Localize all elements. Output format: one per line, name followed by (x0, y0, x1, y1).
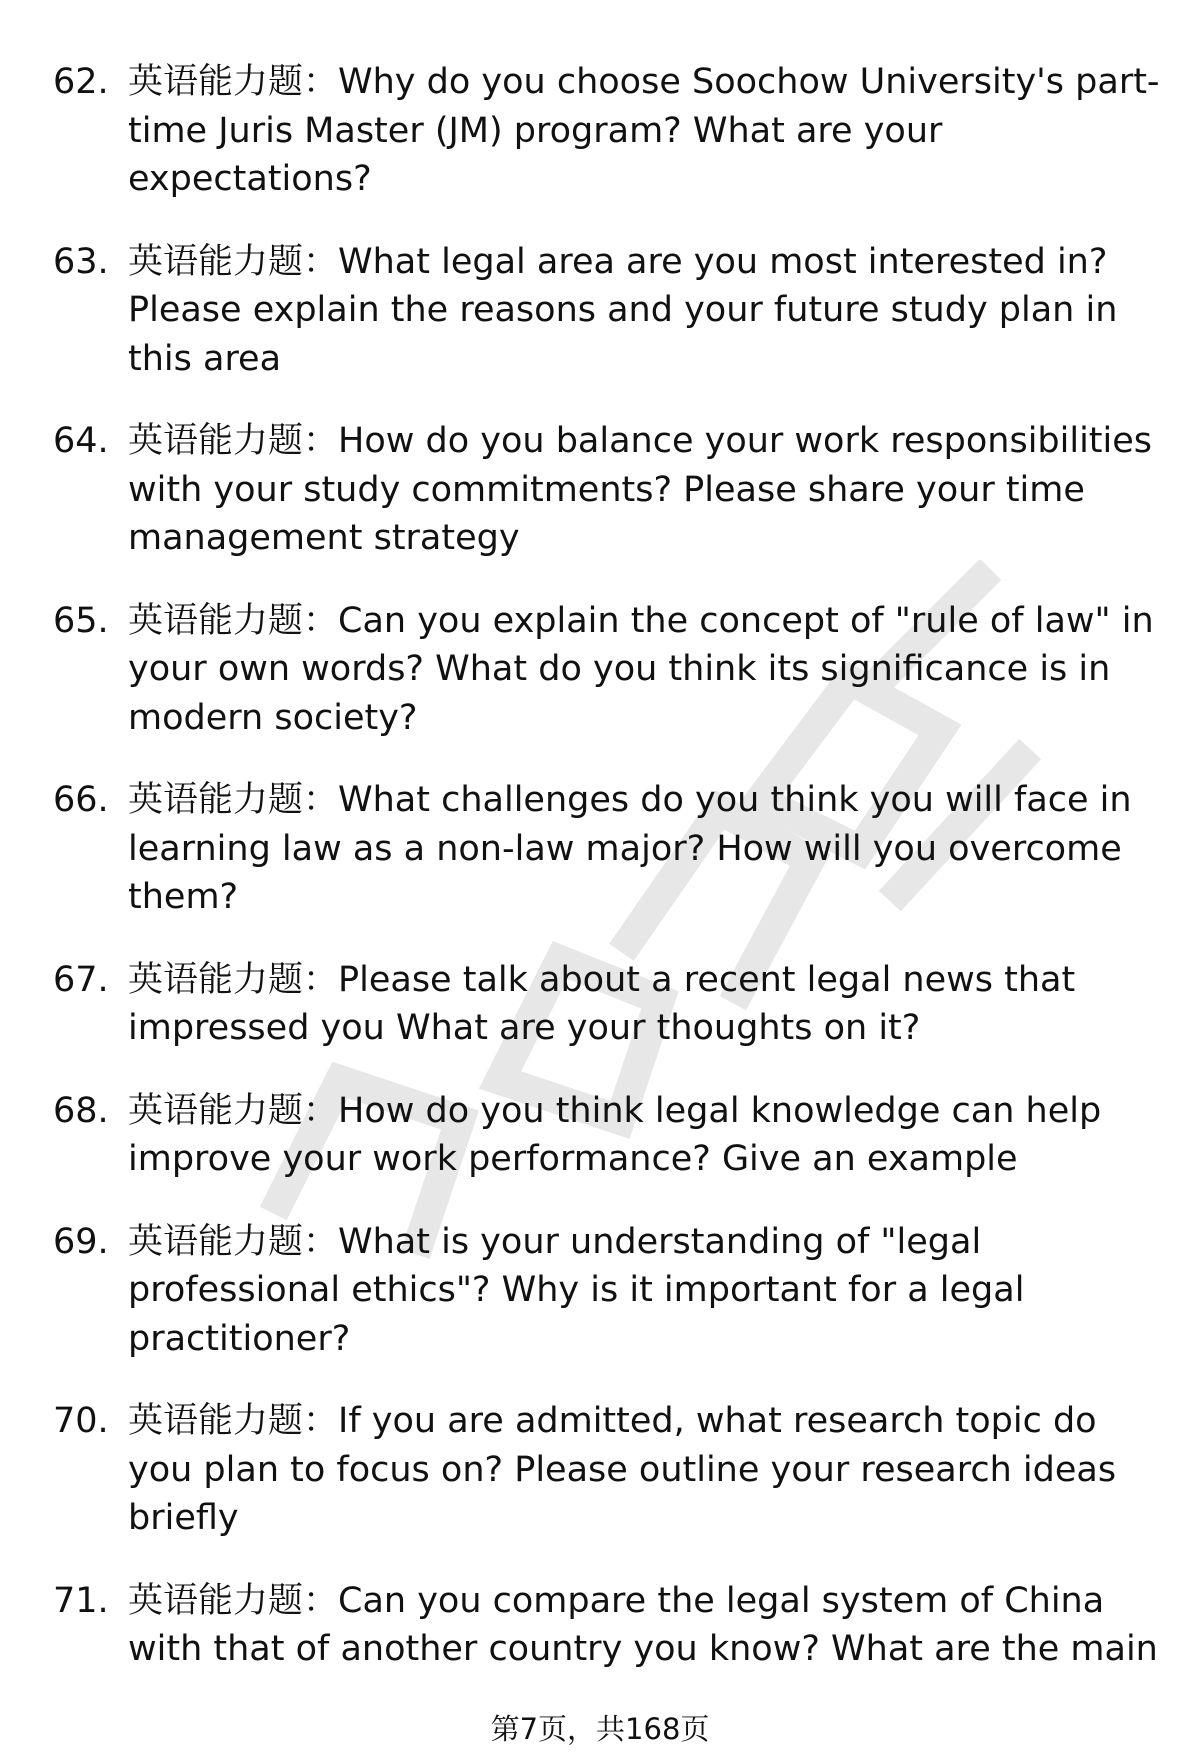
question-item (0, 1397, 1200, 1543)
question-number: 63. (53, 241, 109, 282)
question-list (0, 58, 1200, 1708)
question-text: If you are admitted, what research topic do you plan to focus on? Please outline your research ideas briefly (128, 1401, 1117, 1538)
question-text: How do you balance your work responsibilities with your study commitments? Please share your time management strategy (128, 421, 1153, 558)
question-number: 67. (53, 959, 109, 1000)
question-text: What is your understanding of "legal professional ethics"? Why is it important for a legal practitioner? (128, 1221, 1025, 1359)
question-number: 71. (53, 1580, 109, 1621)
question-number: 64. (53, 421, 109, 461)
question-item (0, 58, 1200, 204)
question-tag: 英语能力题： (128, 1401, 339, 1441)
question-text: What legal area are you most interested in? Please explain the reasons and your future study plan in this area (128, 241, 1118, 379)
page-number-label: 第7页，共168页 (490, 1712, 710, 1746)
question-item (0, 956, 1200, 1053)
question-tag: 英语能力题： (128, 780, 339, 820)
question-text: Can you compare the legal system of China with that of another country you know? What are the main (128, 1580, 1158, 1669)
question-tag: 英语能力题： (128, 62, 339, 102)
question-tag: 英语能力题： (128, 1580, 339, 1621)
question-text: How do you think legal knowledge can help improve your work performance? Give an example (128, 1090, 1102, 1179)
question-tag: 英语能力题： (128, 421, 339, 461)
question-number: 65. (53, 600, 109, 641)
page-footer (0, 1712, 1200, 1746)
question-number: 69. (53, 1221, 109, 1262)
question-item (0, 776, 1200, 922)
question-tag: 英语能力题： (128, 959, 339, 1000)
question-text: Please talk about a recent legal news that impressed you What are your thoughts on it? (128, 959, 1076, 1048)
question-item (0, 417, 1200, 563)
question-number: 70. (53, 1401, 109, 1441)
question-number: 66. (53, 780, 109, 820)
question-tag: 英语能力题： (128, 600, 339, 641)
question-item (0, 1577, 1200, 1674)
question-item (0, 1218, 1200, 1364)
question-tag: 英语能力题： (128, 241, 339, 282)
question-text: Can you explain the concept of "rule of law" in your own words? What do you think its significance is in modern society? (128, 600, 1154, 738)
question-number: 62. (53, 62, 109, 102)
question-number: 68. (53, 1090, 109, 1131)
question-item (0, 1087, 1200, 1184)
question-text: What challenges do you think you will face in learning law as a non-law major? How will you overcome them? (128, 780, 1132, 917)
question-text: Why do you choose Soochow University's part-time Juris Master (JM) program? What are your expectations? (128, 62, 1160, 199)
question-item (0, 238, 1200, 384)
question-tag: 英语能力题： (128, 1090, 339, 1131)
question-item (0, 597, 1200, 743)
question-tag: 英语能力题： (128, 1221, 339, 1262)
